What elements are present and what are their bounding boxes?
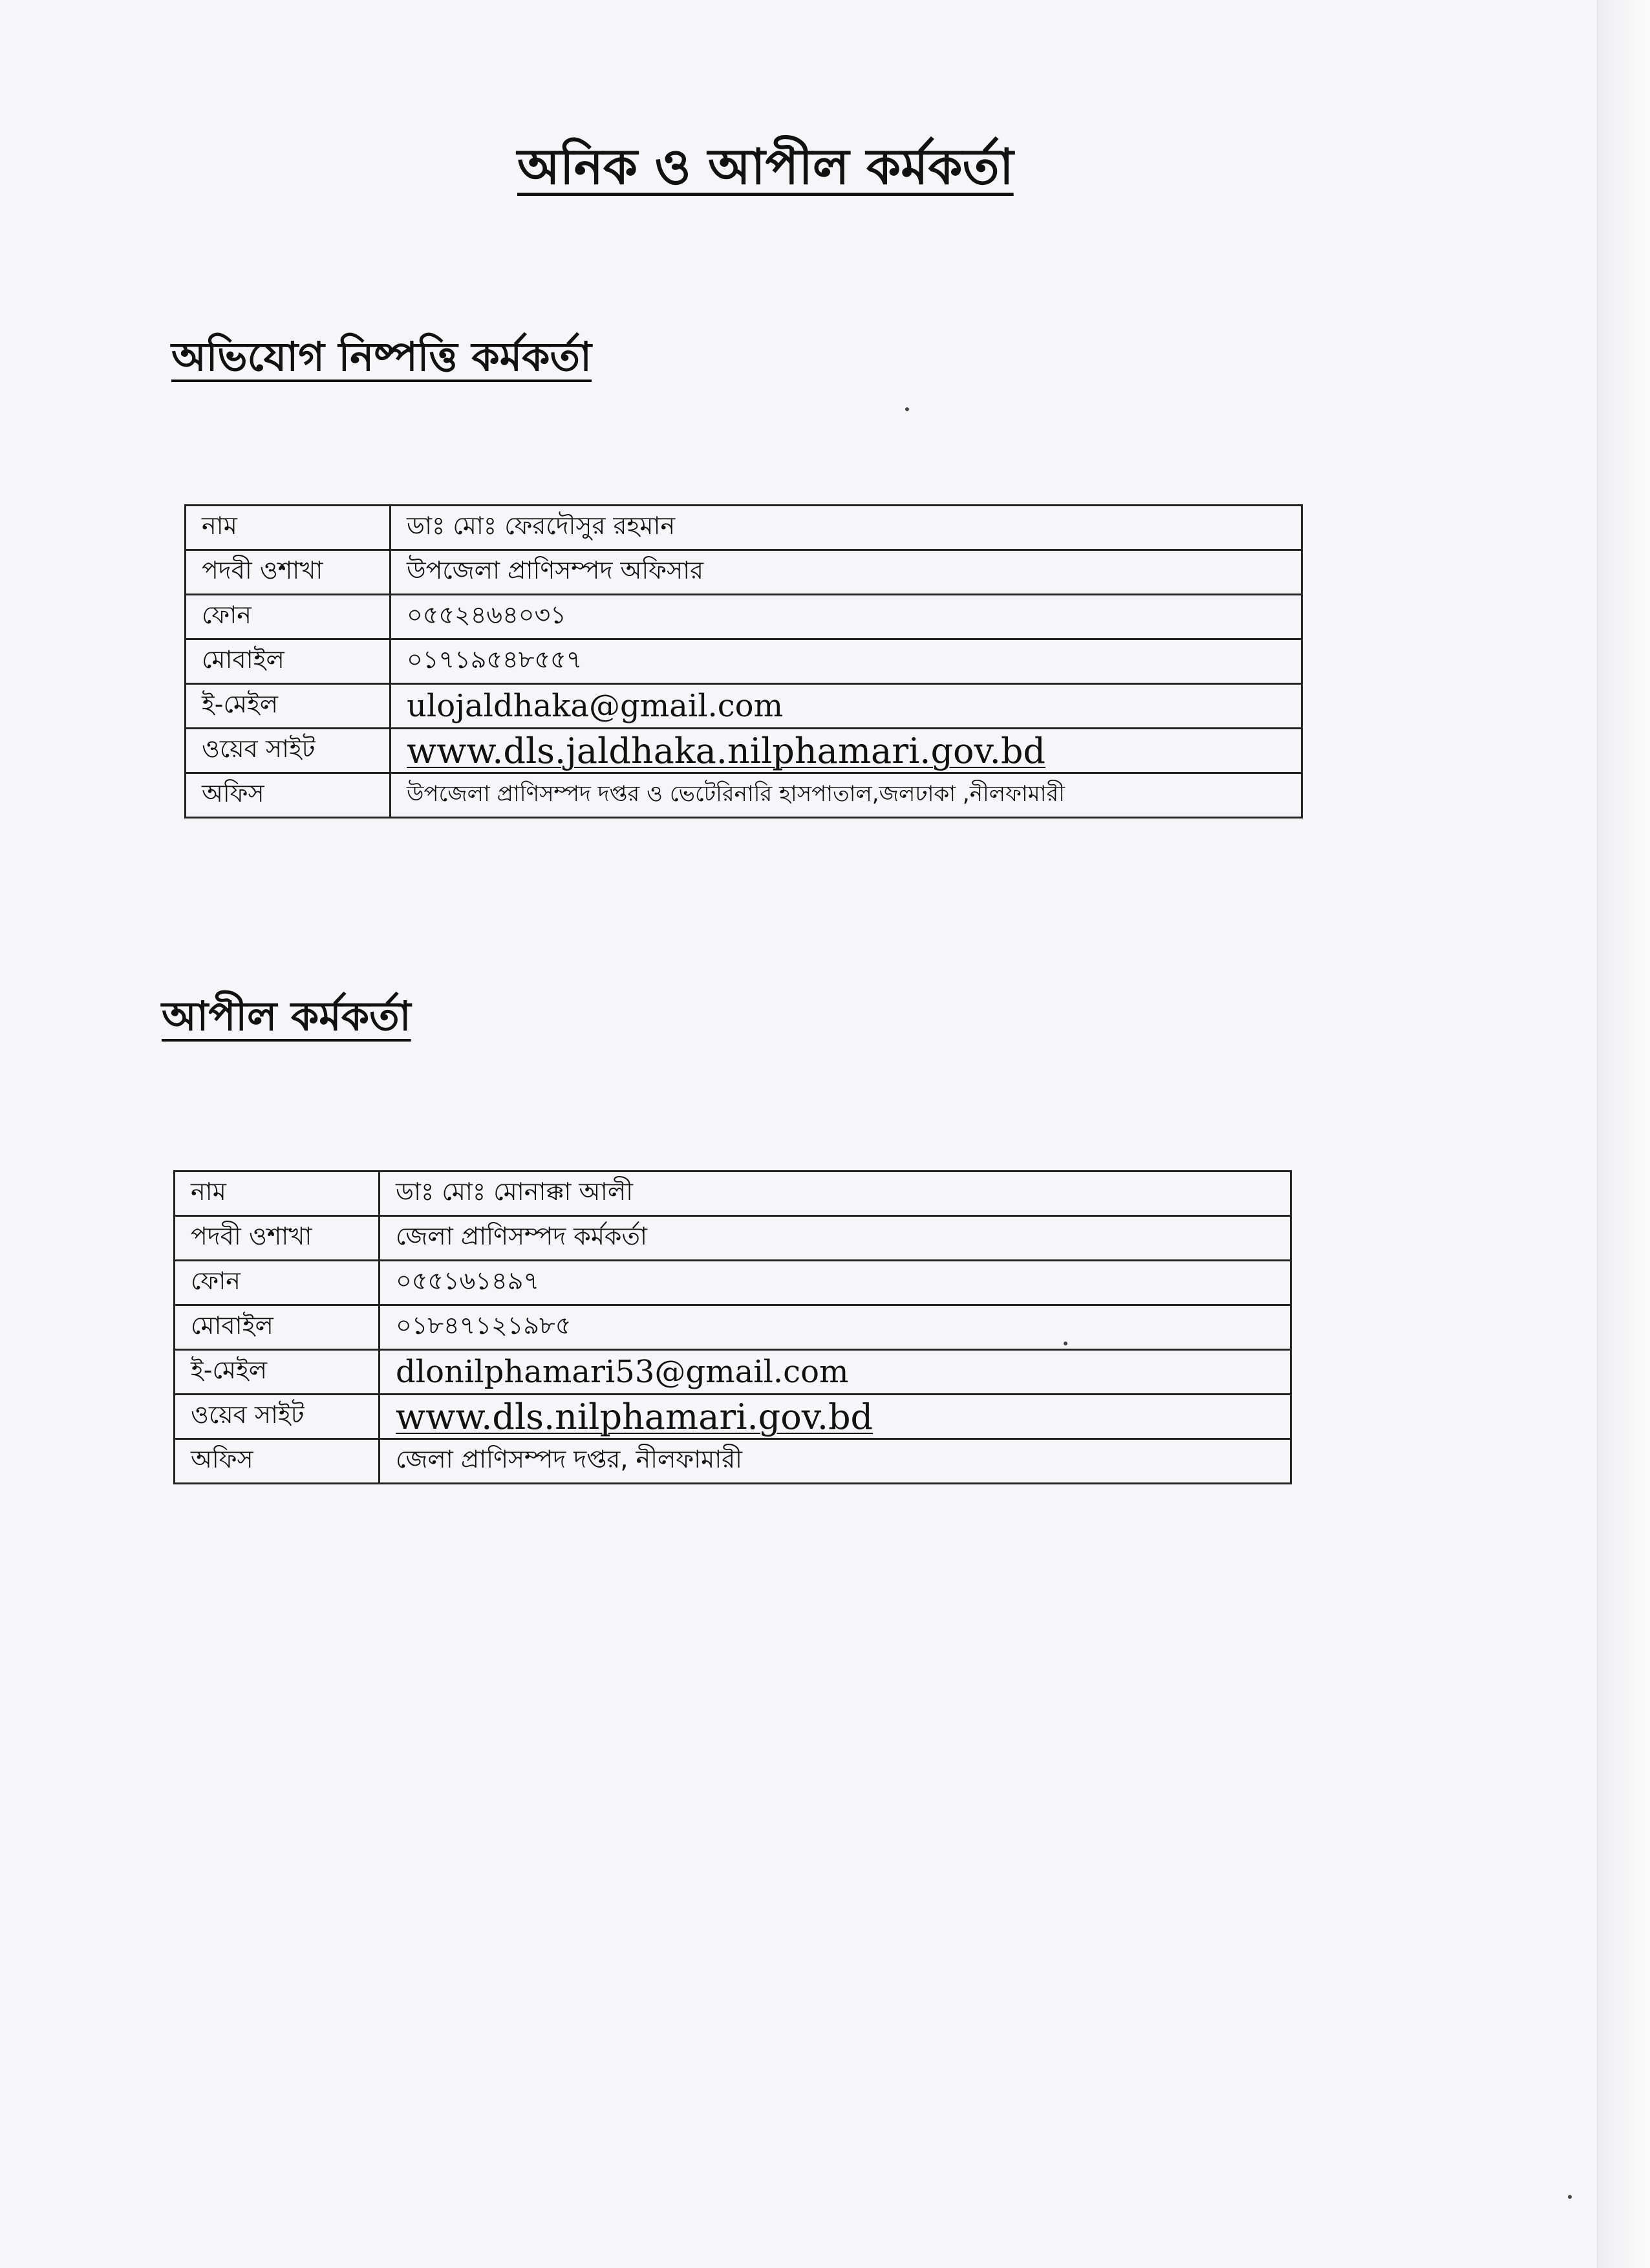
table-row xyxy=(175,1171,1291,1216)
phone-value: ০৫৫১৬১৪৯৭ xyxy=(380,1261,1291,1305)
phone-value: ০৫৫২৪৬৪০৩১ xyxy=(391,595,1302,639)
table-row xyxy=(175,1395,1291,1439)
table-row xyxy=(175,1216,1291,1261)
table-row xyxy=(186,773,1302,818)
website-link[interactable]: www.dls.jaldhaka.nilphamari.gov.bd xyxy=(391,729,1302,773)
scan-speck xyxy=(905,407,909,411)
grievance-officer-table xyxy=(184,504,1303,818)
table-row xyxy=(175,1439,1291,1484)
office-label: অফিস xyxy=(175,1439,380,1484)
email-label: ই-মেইল xyxy=(186,684,391,729)
table-row xyxy=(186,595,1302,639)
scan-speck xyxy=(1568,2195,1572,2199)
name-value: ডাঃ মোঃ ফেরদৌসুর রহমান xyxy=(391,506,1302,550)
table-row xyxy=(186,684,1302,729)
page-title: অনিক ও আপীল কর্মকর্তা xyxy=(517,138,1014,195)
website-link[interactable]: www.dls.nilphamari.gov.bd xyxy=(380,1395,1291,1439)
office-value: জেলা প্রাণিসম্পদ দপ্তর, নীলফামারী xyxy=(380,1439,1291,1484)
table-row xyxy=(175,1261,1291,1305)
office-value: উপজেলা প্রাণিসম্পদ দপ্তর ও ভেটেরিনারি হাসপাতাল,জলঢাকা ,নীলফামারী xyxy=(391,773,1302,818)
website-label: ওয়েব সাইট xyxy=(186,729,391,773)
mobile-label: মোবাইল xyxy=(186,639,391,684)
designation-value: উপজেলা প্রাণিসম্পদ অফিসার xyxy=(391,550,1302,595)
table-row xyxy=(186,639,1302,684)
mobile-value: ০১৭১৯৫৪৮৫৫৭ xyxy=(391,639,1302,684)
designation-label: পদবী ওশাখা xyxy=(186,550,391,595)
phone-label: ফোন xyxy=(186,595,391,639)
table-row xyxy=(186,550,1302,595)
scan-speck xyxy=(1064,1342,1067,1345)
name-label: নাম xyxy=(175,1171,380,1216)
appeal-officer-table xyxy=(173,1170,1292,1484)
email-value[interactable]: ulojaldhaka@gmail.com xyxy=(391,684,1302,729)
designation-value: জেলা প্রাণিসম্পদ কর্মকর্তা xyxy=(380,1216,1291,1261)
name-value: ডাঃ মোঃ মোনাক্কা আলী xyxy=(380,1171,1291,1216)
mobile-value: ০১৮৪৭১২১৯৮৫ xyxy=(380,1305,1291,1350)
email-label: ই-মেইল xyxy=(175,1350,380,1395)
designation-label: পদবী ওশাখা xyxy=(175,1216,380,1261)
table-row xyxy=(186,729,1302,773)
grievance-officer-heading: অভিযোগ নিষ্পত্তি কর্মকর্তা xyxy=(171,333,592,380)
appeal-officer-heading: আপীল কর্মকর্তা xyxy=(162,992,411,1040)
phone-label: ফোন xyxy=(175,1261,380,1305)
table-row xyxy=(175,1350,1291,1395)
table-row xyxy=(186,506,1302,550)
email-value[interactable]: dlonilphamari53@gmail.com xyxy=(380,1350,1291,1395)
mobile-label: মোবাইল xyxy=(175,1305,380,1350)
name-label: নাম xyxy=(186,506,391,550)
page-edge xyxy=(1597,0,1650,2268)
table-row xyxy=(175,1305,1291,1350)
website-label: ওয়েব সাইট xyxy=(175,1395,380,1439)
office-label: অফিস xyxy=(186,773,391,818)
